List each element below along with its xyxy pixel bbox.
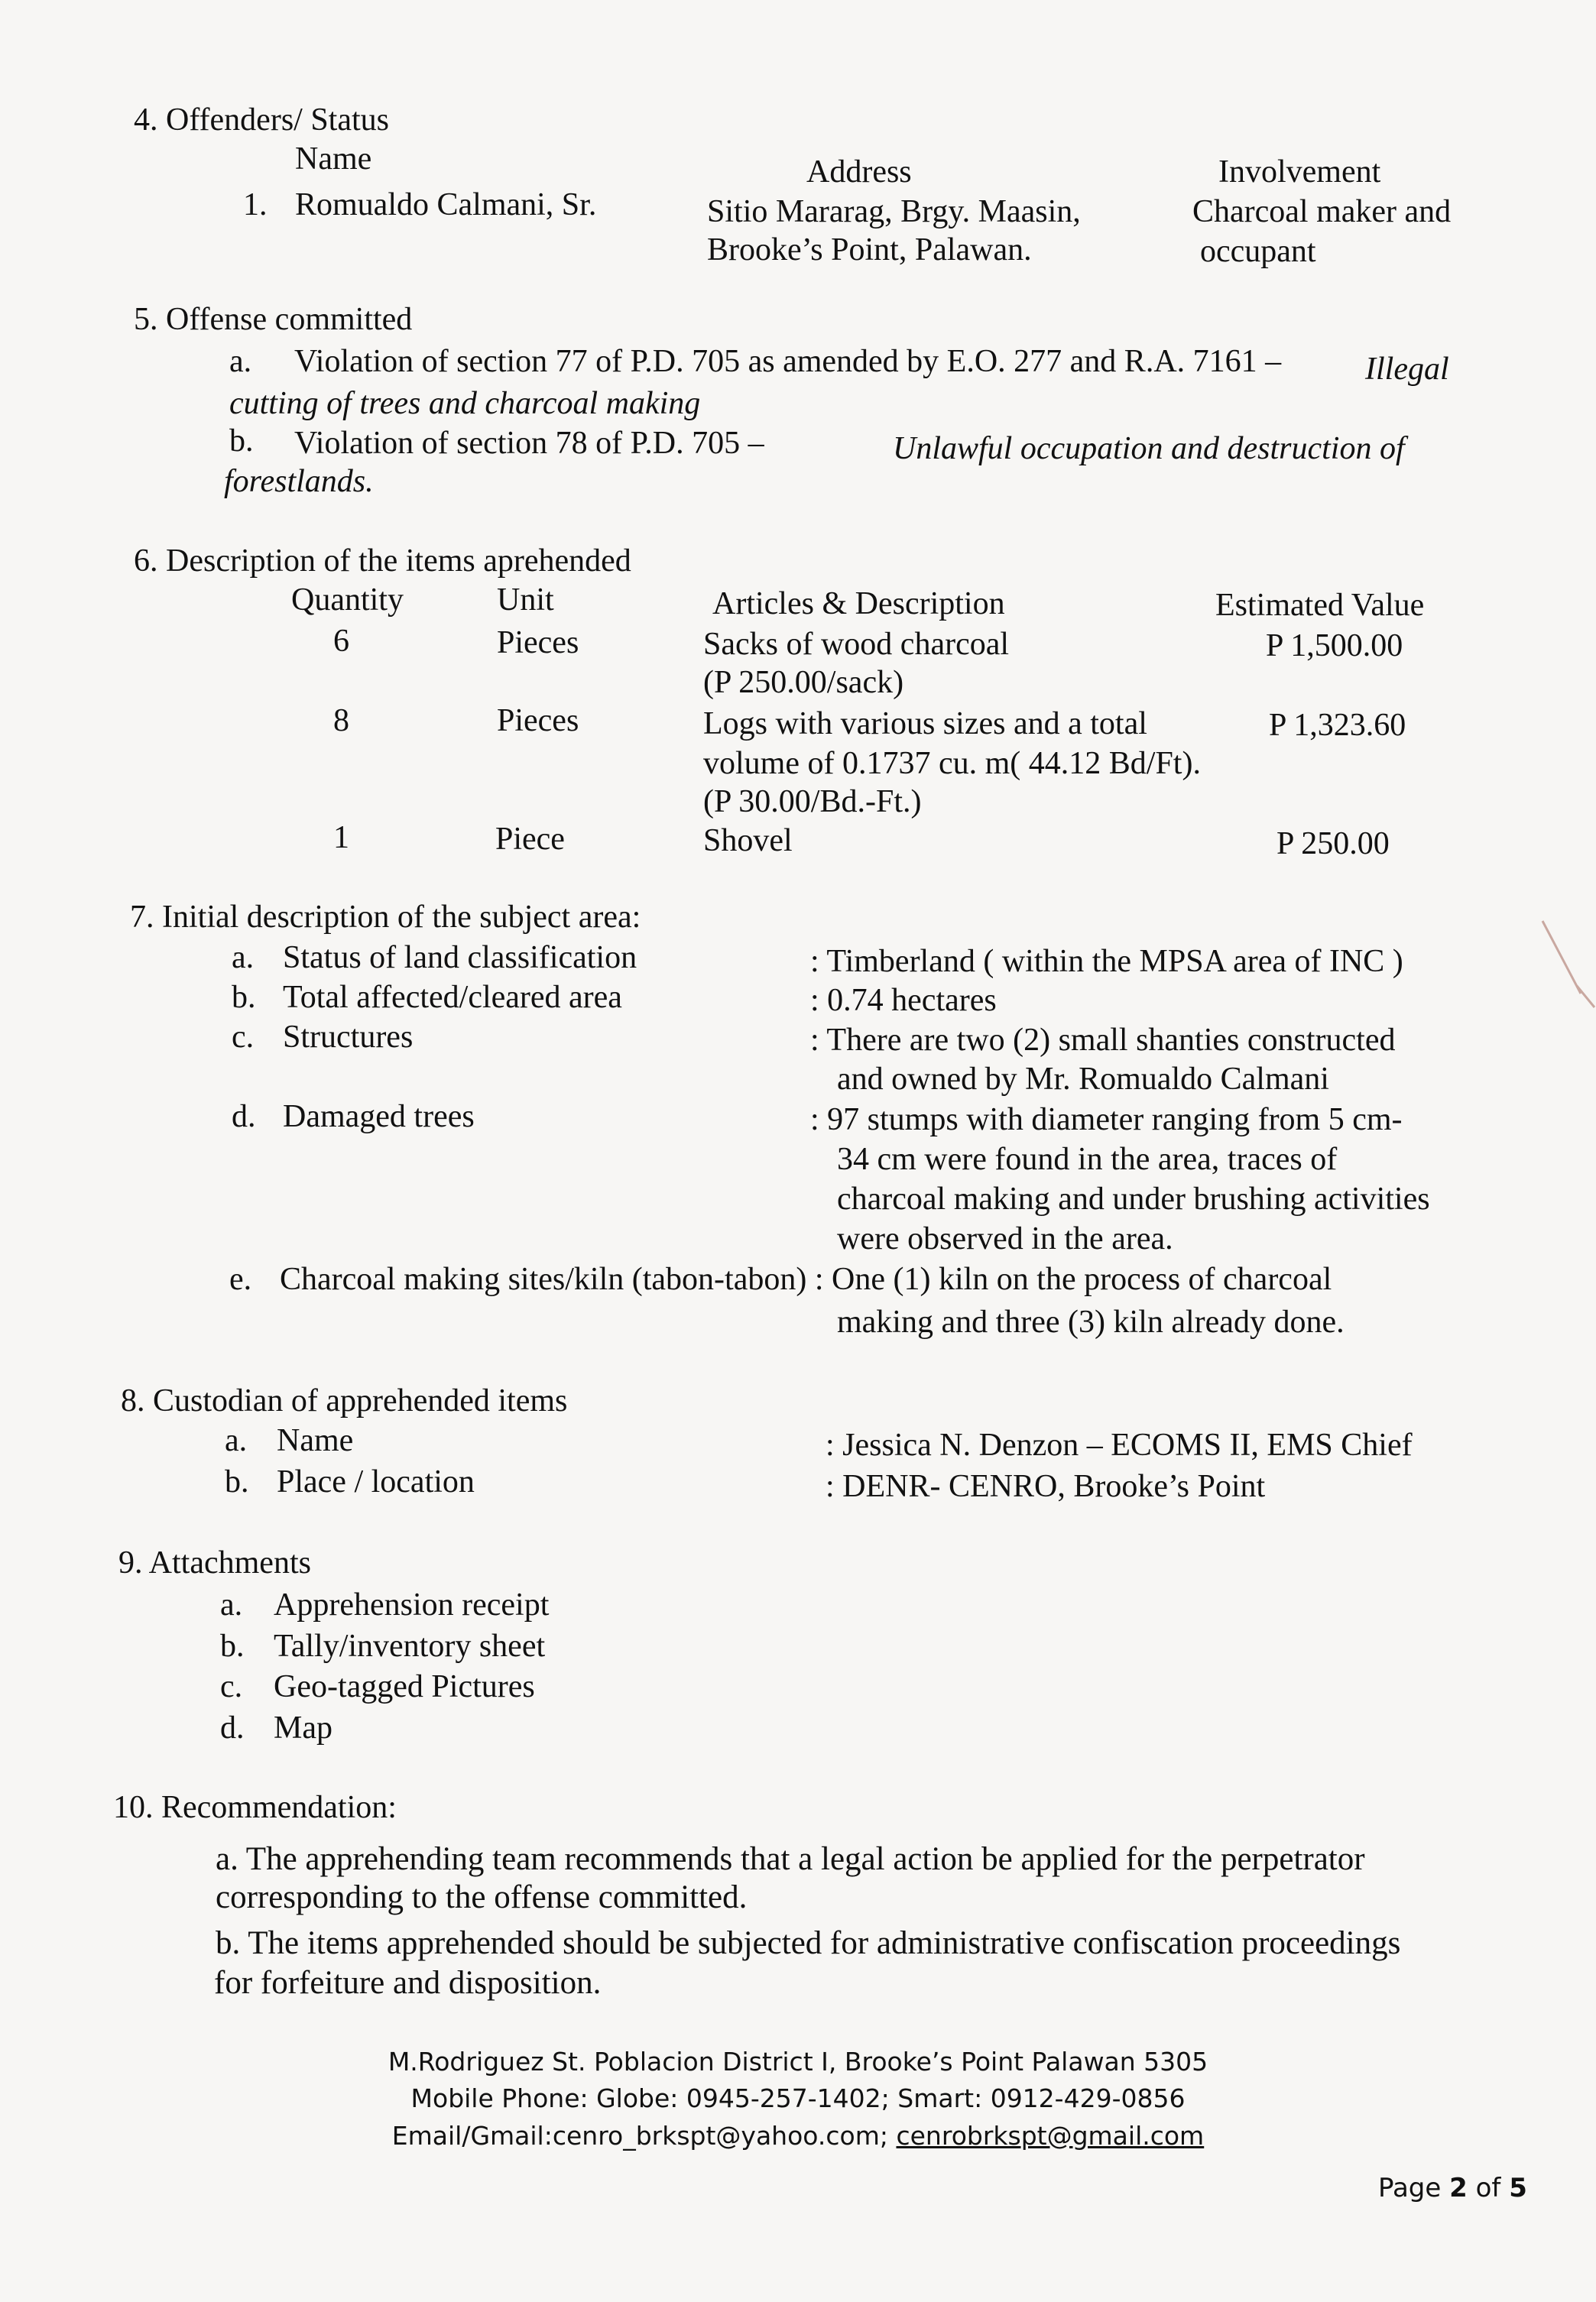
area-c-value-2: and owned by Mr. Romualdo Calmani	[837, 1062, 1329, 1097]
offenders-col-address: Address	[806, 154, 912, 190]
custodian-a-value: : Jessica N. Denzon – ECOMS II, EMS Chief	[826, 1428, 1413, 1463]
custodian-b-value: : DENR- CENRO, Brooke’s Point	[826, 1469, 1266, 1504]
area-d-value-1: : 97 stumps with diameter ranging from 5 cm-	[810, 1102, 1403, 1137]
item-1-desc-1: Sacks of wood charcoal	[703, 627, 1010, 662]
area-d-value-3: charcoal making and under brushing activities	[837, 1182, 1430, 1217]
offense-b-label: b.	[229, 423, 254, 459]
page-number	[1378, 2169, 1527, 2207]
item-2-unit: Pieces	[497, 703, 579, 738]
footer-gmail-link[interactable]: cenrobrkspt@gmail.com	[896, 2121, 1205, 2151]
area-a-value: : Timberland ( within the MPSA area of INC )	[810, 944, 1403, 979]
section-6-heading: 6. Description of the items aprehended	[134, 543, 631, 579]
footer-email	[0, 2119, 1596, 2153]
recommendation-a-line-1: a. The apprehending team recommends that a legal action be applied for the perpetrator	[216, 1841, 1365, 1877]
area-b-label: b.	[232, 980, 256, 1015]
section-10-heading: 10. Recommendation:	[113, 1790, 397, 1825]
area-d-value-4: were observed in the area.	[837, 1221, 1173, 1256]
item-2-desc-2: volume of 0.1737 cu. m( 44.12 Bd/Ft).	[703, 746, 1201, 781]
page-total: 5	[1509, 2173, 1527, 2203]
area-d-text: Damaged trees	[283, 1099, 475, 1134]
offenders-col-involvement: Involvement	[1218, 154, 1381, 190]
offender-row-number: 1.	[243, 187, 268, 222]
item-2-desc-1: Logs with various sizes and a total	[703, 706, 1147, 741]
offense-b-text: Violation of section 78 of P.D. 705 –	[294, 426, 764, 461]
item-1-qty: 6	[333, 624, 349, 659]
footer-phone: Mobile Phone: Globe: 0945-257-1402; Smart: 0912-429-0856	[410, 2083, 1186, 2113]
item-1-value: P 1,500.00	[1266, 628, 1403, 663]
section-4-heading: 4. Offenders/ Status	[134, 102, 390, 138]
recommendation-b-line-1: b. The items apprehended should be subjected for administrative confiscation proceedings	[216, 1925, 1401, 1961]
attachment-b-text: Tally/inventory sheet	[274, 1629, 546, 1664]
attachment-c-text: Geo-tagged Pictures	[274, 1669, 535, 1704]
offense-a-italic-1: Illegal	[1365, 352, 1449, 387]
area-c-label: c.	[232, 1020, 255, 1055]
items-col-quantity: Quantity	[291, 582, 404, 618]
scan-streak-mark	[1535, 917, 1596, 1009]
area-a-label: a.	[232, 940, 255, 975]
area-a-text: Status of land classification	[283, 940, 637, 975]
area-e-label: e.	[229, 1262, 252, 1297]
page-current: 2	[1449, 2173, 1468, 2203]
item-2-value: P 1,323.60	[1269, 708, 1406, 743]
custodian-b-text: Place / location	[277, 1464, 475, 1500]
area-e-text-2: making and three (3) kiln already done.	[837, 1305, 1345, 1340]
item-1-desc-2: (P 250.00/sack)	[703, 665, 904, 700]
item-1-unit: Pieces	[497, 625, 579, 660]
offenders-col-name: Name	[295, 141, 372, 177]
area-e-text: Charcoal making sites/kiln (tabon-tabon) : One (1) kiln on the process of charcoal	[280, 1262, 1332, 1297]
attachment-c-label: c.	[220, 1669, 243, 1704]
items-col-articles: Articles & Description	[712, 586, 1005, 621]
offense-b-italic-2: forestlands.	[224, 464, 374, 499]
items-col-value: Estimated Value	[1215, 588, 1425, 623]
page-mid: of	[1467, 2173, 1510, 2203]
section-8-heading: 8. Custodian of apprehended items	[121, 1383, 568, 1418]
attachment-a-text: Apprehension receipt	[274, 1587, 550, 1623]
offense-a-label: a.	[229, 344, 252, 379]
offense-a-text: Violation of section 77 of P.D. 705 as amended by E.O. 277 and R.A. 7161 –	[294, 344, 1282, 379]
attachment-d-text: Map	[274, 1710, 332, 1746]
offender-address-line-1: Sitio Mararag, Brgy. Maasin,	[707, 194, 1081, 229]
area-b-text: Total affected/cleared area	[283, 980, 622, 1015]
footer-address: M.Rodriguez St. Poblacion District I, Brooke’s Point Palawan 5305	[388, 2047, 1208, 2077]
offender-involvement-line-1: Charcoal maker and	[1192, 194, 1452, 229]
item-3-value: P 250.00	[1276, 826, 1390, 861]
item-2-qty: 8	[333, 703, 349, 738]
section-9-heading: 9. Attachments	[118, 1545, 311, 1581]
items-col-unit: Unit	[497, 582, 554, 618]
section-7-heading: 7. Initial description of the subject area:	[130, 900, 641, 935]
attachment-b-label: b.	[220, 1629, 245, 1664]
attachment-d-label: d.	[220, 1710, 245, 1746]
footer-email-prefix: Email/Gmail:cenro_brkspt@yahoo.com;	[391, 2121, 897, 2151]
recommendation-b-line-2: for forfeiture and disposition.	[214, 1965, 602, 2001]
offender-involvement-line-2: occupant	[1200, 234, 1316, 269]
area-d-value-2: 34 cm were found in the area, traces of	[837, 1142, 1338, 1177]
page-prefix: Page	[1378, 2173, 1450, 2203]
area-b-value: : 0.74 hectares	[810, 983, 997, 1018]
item-3-qty: 1	[333, 820, 349, 855]
custodian-a-text: Name	[277, 1423, 354, 1458]
item-3-unit: Piece	[495, 822, 565, 857]
attachment-a-label: a.	[220, 1587, 243, 1623]
item-2-desc-3: (P 30.00/Bd.-Ft.)	[703, 784, 922, 819]
area-c-value-1: : There are two (2) small shanties constructed	[810, 1023, 1396, 1058]
offender-name: Romualdo Calmani, Sr.	[295, 187, 597, 222]
item-3-desc-1: Shovel	[703, 823, 793, 858]
offender-address-line-2: Brooke’s Point, Palawan.	[707, 232, 1032, 267]
area-c-text: Structures	[283, 1020, 414, 1055]
offense-a-italic-2: cutting of trees and charcoal making	[229, 386, 701, 421]
area-d-label: d.	[232, 1099, 256, 1134]
section-5-heading: 5. Offense committed	[134, 302, 413, 337]
offense-b-italic-1: Unlawful occupation and destruction of	[893, 431, 1405, 466]
recommendation-a-line-2: corresponding to the offense committed.	[216, 1879, 748, 1915]
custodian-b-label: b.	[225, 1464, 249, 1500]
custodian-a-label: a.	[225, 1423, 248, 1458]
